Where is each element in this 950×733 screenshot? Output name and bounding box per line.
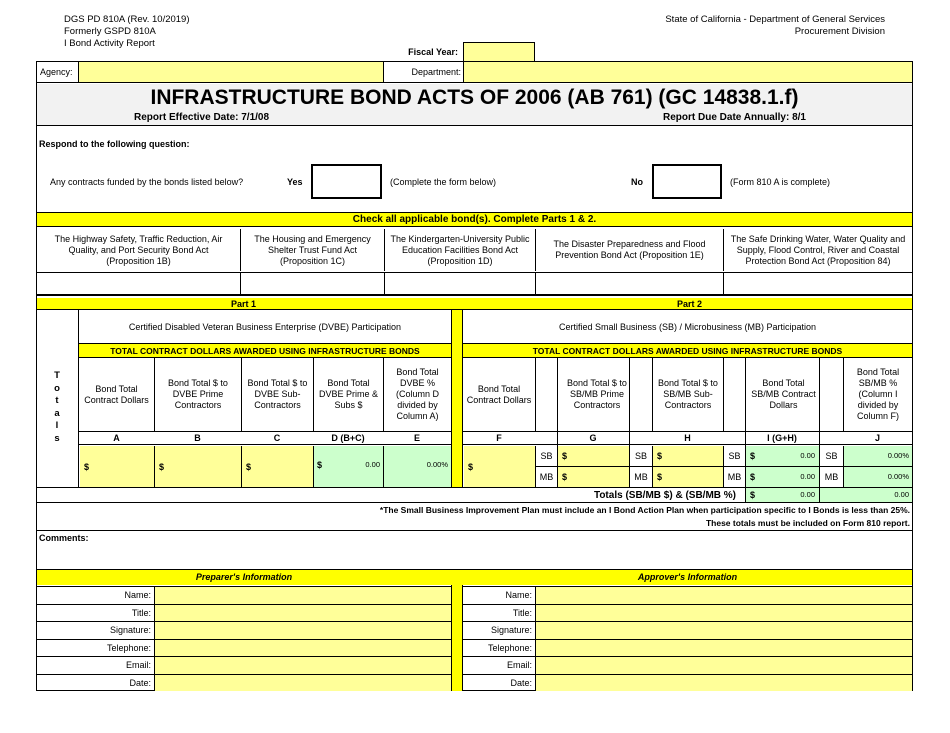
approver-email-input[interactable] [535, 656, 912, 674]
i-mb-label: MB [723, 466, 745, 487]
i-sb-total: 0.00 [800, 451, 815, 460]
j-mb-percent: 0.00% [887, 472, 909, 481]
part-separator [451, 310, 463, 488]
j-sb-percent: 0.00% [887, 451, 909, 460]
col-a-letter: A [113, 433, 120, 443]
no-checkbox[interactable] [652, 164, 722, 199]
approver-signature-label: Signature: [463, 621, 535, 639]
i-sb-currency: $ [750, 451, 756, 461]
col-g-letter: G [589, 433, 597, 443]
part2-label: Part 2 [677, 299, 703, 309]
yes-label: Yes [287, 177, 303, 187]
bond-1e: The Disaster Preparedness and Flood Prevention Bond Act (Proposition 1E) [535, 229, 723, 271]
preparer-telephone-label: Telephone: [37, 639, 154, 657]
page-title: INFRASTRUCTURE BOND ACTS OF 2006 (AB 761) (GC 14838.1.f) [37, 84, 912, 112]
h-sb-label: SB [629, 446, 652, 466]
g-sb-label: SB [535, 446, 557, 466]
signatures-separator [451, 585, 463, 691]
col-f-header: Bond Total Contract Dollars [466, 383, 532, 405]
i-mb-currency: $ [750, 472, 756, 482]
fiscal-year-label: Fiscal Year: [408, 47, 458, 57]
bond-1b: The Highway Safety, Traffic Reduction, Air Quality, and Port Security Bond Act (Proposition 1B) [54, 233, 223, 266]
bond-1c-checkbox[interactable] [240, 273, 384, 295]
question-heading: Respond to the following question: [39, 139, 190, 149]
approver-name-label: Name: [463, 586, 535, 604]
preparer-signature-label: Signature: [37, 621, 154, 639]
preparer-email-input[interactable] [154, 656, 451, 674]
col-h-header: Bond Total $ to SB/MB Sub-Contractors [652, 358, 723, 431]
issuing-agency: State of California - Department of General Services [665, 14, 885, 25]
part1-label: Part 1 [231, 299, 257, 309]
col-c-letter: C [273, 433, 281, 443]
approver-signature-input[interactable] [535, 621, 912, 639]
preparer-title-input[interactable] [154, 604, 451, 622]
g-mb-input[interactable] [557, 466, 629, 487]
yes-checkbox[interactable] [311, 164, 382, 199]
part2-title: Certified Small Business (SB) / Microbusiness (MB) Participation [463, 310, 912, 344]
bond-1b-checkbox[interactable] [37, 273, 240, 295]
department-label: Department: [411, 67, 461, 77]
agency-input[interactable] [78, 62, 384, 82]
bond-1c: The Housing and Emergency Shelter Trust Fund Act (Proposition 1C) [240, 229, 384, 271]
approver-title-input[interactable] [535, 604, 912, 622]
comments-label: Comments: [39, 533, 89, 543]
preparer-telephone-input[interactable] [154, 639, 451, 657]
preparer-heading: Preparer's Information [195, 572, 293, 582]
approver-name-input[interactable] [535, 586, 912, 604]
preparer-name-label: Name: [37, 586, 154, 604]
col-f-currency: $ [468, 461, 474, 472]
col-a-input[interactable] [80, 446, 154, 487]
preparer-email-label: Email: [37, 656, 154, 674]
col-b-header: Bond Total $ to DVBE Prime Contractors [154, 358, 241, 431]
formerly-id: Formerly GSPD 810A [64, 26, 156, 37]
j-sb-label: SB [819, 446, 843, 466]
col-c-input[interactable] [241, 446, 313, 487]
bond-84-checkbox[interactable] [723, 273, 912, 295]
col-h-letter: H [684, 433, 691, 443]
col-a-currency: $ [84, 461, 90, 472]
fiscal-year-input[interactable] [463, 42, 535, 62]
no-note: (Form 810 A is complete) [730, 177, 831, 187]
j-mb-label: MB [819, 466, 843, 487]
col-g-header: Bond Total $ to SB/MB Prime Contractors [535, 358, 652, 431]
totals-side-label [52, 370, 62, 445]
form-id: DGS PD 810A (Rev. 10/2019) [64, 14, 190, 25]
i-sb-label: SB [723, 446, 745, 466]
g-mb-label: MB [535, 466, 557, 487]
preparer-title-label: Title: [37, 604, 154, 622]
yes-note: (Complete the form below) [390, 177, 497, 187]
col-c-currency: $ [246, 461, 252, 472]
bond-1e-checkbox[interactable] [535, 273, 723, 295]
approver-telephone-input[interactable] [535, 639, 912, 657]
part1-title: Certified Disabled Veteran Business Enterprise (DVBE) Participation [79, 310, 451, 344]
part1-subheading: TOTAL CONTRACT DOLLARS AWARDED USING INFRASTRUCTURE BONDS [79, 344, 451, 358]
bond-1d: The Kindergarten-University Public Education Facilities Bond Act (Proposition 1D) [384, 229, 535, 271]
g-sb-currency: $ [562, 451, 568, 461]
totals-side-text: T o t a l s [54, 370, 60, 444]
h-mb-label: MB [629, 466, 652, 487]
g-sb-input[interactable] [557, 446, 629, 466]
col-b-input[interactable] [154, 446, 241, 487]
col-j-letter: J [874, 433, 880, 443]
g-mb-currency: $ [562, 472, 568, 482]
col-f-letter: F [496, 433, 502, 443]
totals-row-label: Totals (SB/MB $) & (SB/MB %) [593, 489, 736, 501]
col-d-currency: $ [317, 460, 323, 470]
bond-1d-checkbox[interactable] [384, 273, 535, 295]
approver-date-label: Date: [463, 674, 535, 692]
h-sb-input[interactable] [652, 446, 723, 466]
preparer-date-label: Date: [37, 674, 154, 692]
col-d-letter: D (B+C) [331, 433, 365, 443]
col-e-percent: 0.00% [426, 460, 448, 469]
col-j-header: Bond Total SB/MB % (Column I divided by Column F) [843, 358, 912, 431]
agency-label: Agency: [40, 67, 73, 77]
preparer-date-input[interactable] [154, 674, 451, 692]
j-grand-value: 0.00 [894, 490, 909, 499]
col-f-input[interactable] [464, 446, 535, 487]
col-d-total: 0.00 [365, 460, 380, 469]
part-labels-bar [37, 298, 912, 310]
report-due-date: Report Due Date Annually: 8/1 [663, 112, 806, 123]
i-mb-total: 0.00 [800, 472, 815, 481]
form-header-right [560, 14, 885, 38]
col-b-currency: $ [159, 461, 165, 472]
note-line-1: *The Small Business Improvement Plan must include an I Bond Action Plan when participation specific to I Bonds is less than 25%. [379, 505, 910, 515]
no-label: No [631, 177, 643, 187]
form-header-left [64, 14, 364, 50]
approver-date-input[interactable] [535, 674, 912, 692]
report-effective-date: Report Effective Date: 7/1/08 [134, 112, 270, 123]
col-i-letter: I (G+H) [767, 433, 797, 443]
i-grand-currency: $ [750, 490, 756, 500]
note-line-2: These totals must be included on Form 810 report. [37, 516, 912, 531]
bond-84: The Safe Drinking Water, Water Quality and Supply, Flood Control, River and Coastal Protection Bond Act (Proposition 84) [723, 229, 912, 271]
col-c-header: Bond Total $ to DVBE Sub-Contractors [241, 358, 313, 431]
approver-telephone-label: Telephone: [463, 639, 535, 657]
col-d-header: Bond Total DVBE Prime & Subs $ [313, 358, 383, 431]
department-input[interactable] [463, 62, 912, 82]
bonds-heading: Check all applicable bond(s). Complete Parts 1 & 2. [37, 212, 912, 227]
question-prompt: Any contracts funded by the bonds listed below? [50, 177, 244, 187]
h-mb-currency: $ [657, 472, 663, 482]
h-sb-currency: $ [657, 451, 663, 461]
approver-email-label: Email: [463, 656, 535, 674]
col-i-header: Bond Total SB/MB Contract Dollars [723, 358, 843, 431]
col-a-header: Bond Total Contract Dollars [84, 383, 149, 405]
col-e-letter: E [413, 433, 420, 443]
approver-heading: Approver's Information [637, 572, 738, 582]
col-e-header: Bond Total DVBE % (Column D divided by Column A) [383, 358, 451, 431]
issuing-division: Procurement Division [794, 26, 885, 37]
part2-subheading: TOTAL CONTRACT DOLLARS AWARDED USING INFRASTRUCTURE BONDS [463, 344, 912, 358]
report-name: I Bond Activity Report [64, 38, 155, 49]
preparer-signature-input[interactable] [154, 621, 451, 639]
approver-title-label: Title: [463, 604, 535, 622]
preparer-name-input[interactable] [154, 586, 451, 604]
comments-input[interactable] [37, 545, 912, 569]
col-b-letter: B [194, 433, 201, 443]
i-grand-value: 0.00 [800, 490, 815, 499]
h-mb-input[interactable] [652, 466, 723, 487]
